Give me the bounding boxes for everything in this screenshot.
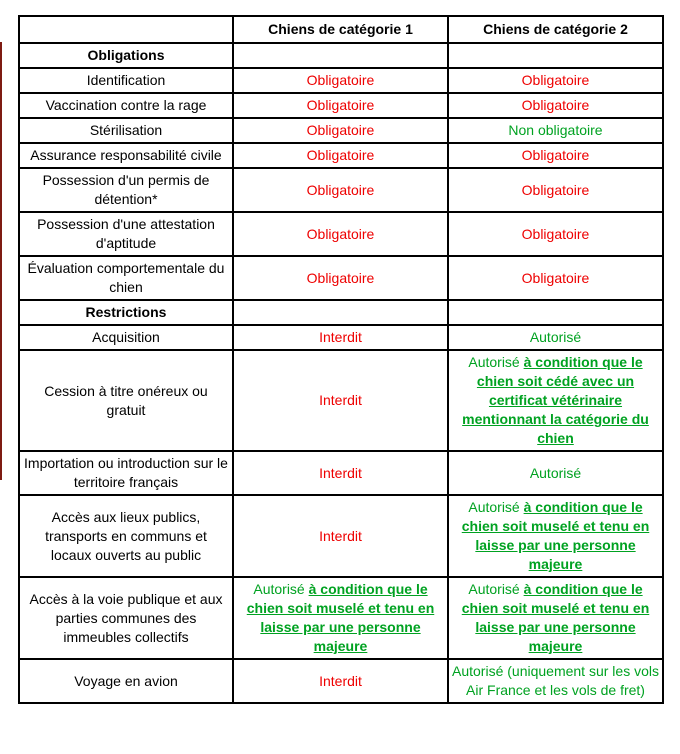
table-row bbox=[19, 495, 663, 577]
cat1-cell bbox=[233, 68, 448, 93]
cat2-cell bbox=[448, 212, 663, 256]
row-label: Voyage en avion bbox=[19, 659, 233, 703]
value-text: Obligatoire bbox=[521, 181, 590, 198]
table-row bbox=[19, 118, 663, 143]
cat2-cell bbox=[448, 495, 663, 577]
row-label: Identification bbox=[19, 68, 233, 93]
value-text: Obligatoire bbox=[306, 269, 375, 286]
cat1-cell bbox=[233, 300, 448, 325]
value-text: Autorisé bbox=[468, 499, 524, 515]
table-body bbox=[19, 43, 663, 703]
value-text: Obligatoire bbox=[521, 269, 590, 286]
row-label: Possession d'une attestation d'aptitude bbox=[19, 212, 233, 256]
cat2-cell bbox=[448, 256, 663, 300]
cat2-cell bbox=[448, 577, 663, 659]
cat1-cell bbox=[233, 93, 448, 118]
cat1-cell bbox=[233, 256, 448, 300]
table-row bbox=[19, 325, 663, 350]
table-row bbox=[19, 168, 663, 212]
value-text: Obligatoire bbox=[521, 72, 590, 88]
condition-text: à condition que le chien soit muselé et tenu en laisse par une personne majeure bbox=[461, 499, 650, 572]
cat1-cell bbox=[233, 43, 448, 68]
column-header: Chiens de catégorie 2 bbox=[448, 16, 663, 43]
value-text: Interdit bbox=[319, 392, 362, 408]
condition-text: à condition que le chien soit cédé avec un certificat vétérinaire mentionnant la catégorie du chien bbox=[462, 354, 649, 446]
row-label: Assurance responsabilité civile bbox=[19, 143, 233, 168]
cat1-cell bbox=[233, 659, 448, 703]
row-label: Acquisition bbox=[19, 325, 233, 350]
table-row bbox=[19, 451, 663, 495]
column-header: Chiens de catégorie 1 bbox=[233, 16, 448, 43]
section-label: Obligations bbox=[19, 43, 233, 68]
value-text: Autorisé bbox=[529, 464, 582, 481]
section-row bbox=[19, 300, 663, 325]
cat1-cell bbox=[233, 212, 448, 256]
table-row bbox=[19, 143, 663, 168]
cat2-cell bbox=[448, 118, 663, 143]
value-text: Interdit bbox=[319, 464, 362, 481]
value-text: Interdit bbox=[319, 329, 362, 345]
condition-text: à condition que le chien soit muselé et tenu en laisse par une personne majeure bbox=[461, 581, 650, 654]
corner-cell bbox=[19, 16, 233, 43]
dog-category-comparison-table bbox=[18, 15, 664, 704]
section-label: Restrictions bbox=[19, 300, 233, 325]
cat1-cell bbox=[233, 577, 448, 659]
value-text: Obligatoire bbox=[306, 225, 375, 242]
cat1-cell bbox=[233, 495, 448, 577]
cat1-cell bbox=[233, 143, 448, 168]
cat1-cell bbox=[233, 325, 448, 350]
section-row bbox=[19, 43, 663, 68]
header-row bbox=[19, 16, 663, 43]
row-label: Importation ou introduction sur le territoire français bbox=[19, 451, 233, 495]
value-text: Obligatoire bbox=[306, 72, 375, 88]
cat2-cell bbox=[448, 300, 663, 325]
condition-text: à condition que le chien soit muselé et tenu en laisse par une personne majeure bbox=[246, 581, 435, 654]
value-text: Obligatoire bbox=[306, 97, 375, 113]
table-row bbox=[19, 68, 663, 93]
row-label: Vaccination contre la rage bbox=[19, 93, 233, 118]
cat2-cell bbox=[448, 68, 663, 93]
cat2-cell bbox=[448, 451, 663, 495]
cat2-cell bbox=[448, 350, 663, 451]
cat2-cell bbox=[448, 143, 663, 168]
table-row bbox=[19, 256, 663, 300]
value-text: Obligatoire bbox=[521, 147, 590, 163]
left-edge-artifact bbox=[0, 42, 2, 480]
value-text: Obligatoire bbox=[306, 181, 375, 198]
value-text: Autorisé bbox=[529, 329, 582, 345]
row-label: Cession à titre onéreux ou gratuit bbox=[19, 350, 233, 451]
cat1-cell bbox=[233, 350, 448, 451]
value-text: Non obligatoire bbox=[508, 122, 603, 138]
cat1-cell bbox=[233, 451, 448, 495]
value-text: Obligatoire bbox=[521, 97, 590, 113]
table-row bbox=[19, 577, 663, 659]
row-label: Accès à la voie publique et aux parties communes des immeubles collectifs bbox=[19, 577, 233, 659]
table-row bbox=[19, 212, 663, 256]
row-label: Stérilisation bbox=[19, 118, 233, 143]
table-row bbox=[19, 93, 663, 118]
cat2-cell bbox=[448, 168, 663, 212]
value-text: Autorisé (uniquement sur les vols Air France et les vols de fret) bbox=[452, 663, 659, 698]
value-text: Obligatoire bbox=[521, 225, 590, 242]
row-label: Accès aux lieux publics, transports en communs et locaux ouverts au public bbox=[19, 495, 233, 577]
row-label: Possession d'un permis de détention* bbox=[19, 168, 233, 212]
value-text: Autorisé bbox=[468, 581, 524, 597]
cat1-cell bbox=[233, 168, 448, 212]
value-text: Interdit bbox=[319, 527, 362, 544]
value-text: Autorisé bbox=[253, 581, 309, 597]
table-row bbox=[19, 350, 663, 451]
cat2-cell bbox=[448, 325, 663, 350]
cat2-cell bbox=[448, 93, 663, 118]
value-text: Obligatoire bbox=[306, 122, 375, 138]
table-row bbox=[19, 659, 663, 703]
value-text: Interdit bbox=[319, 672, 362, 689]
cat2-cell bbox=[448, 43, 663, 68]
value-text: Obligatoire bbox=[306, 147, 375, 163]
value-text: Autorisé bbox=[468, 354, 524, 370]
row-label: Évaluation comportementale du chien bbox=[19, 256, 233, 300]
cat1-cell bbox=[233, 118, 448, 143]
cat2-cell bbox=[448, 659, 663, 703]
